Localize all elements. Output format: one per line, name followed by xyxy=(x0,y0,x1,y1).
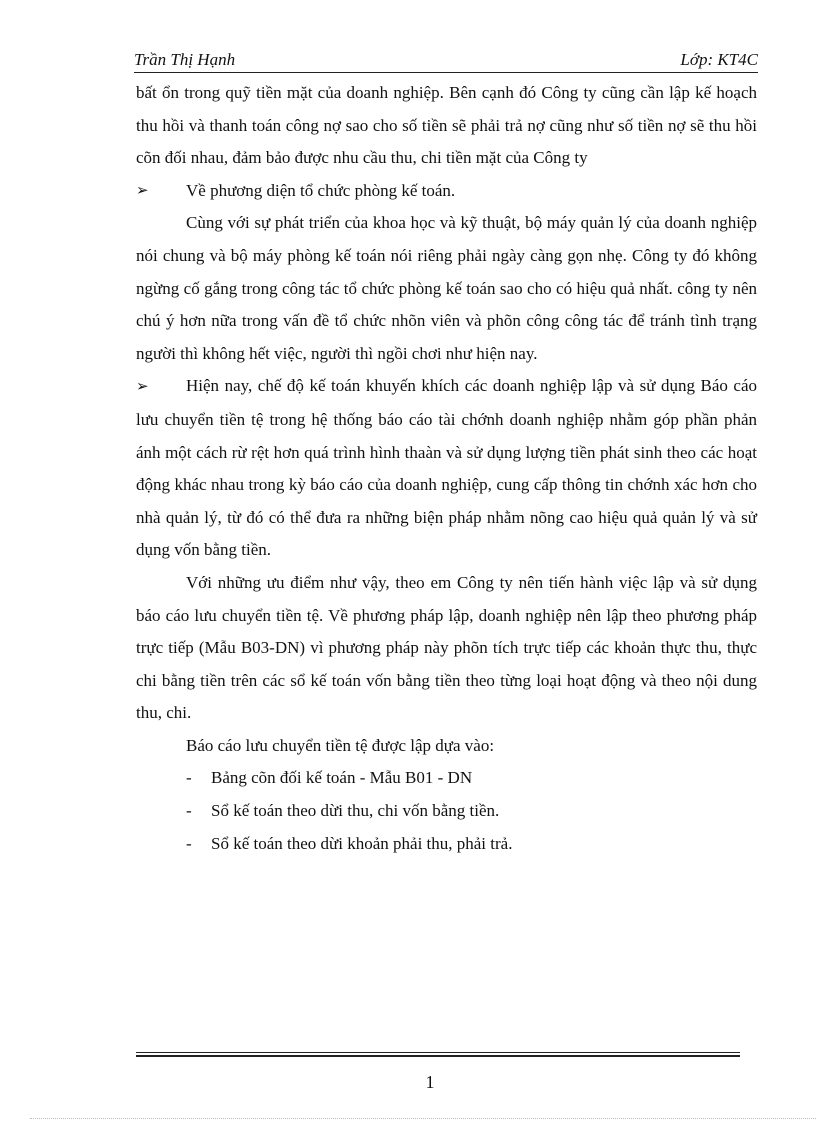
page-number: 1 xyxy=(425,1072,435,1092)
list-item-text: Sổ kế toán theo dừi thu, chi vốn bằng tiền. xyxy=(211,801,500,821)
header-author: Trần Thị Hạnh xyxy=(134,50,236,69)
page-header xyxy=(134,48,758,73)
footer-divider-thick xyxy=(136,1055,740,1057)
dash-bullet: - xyxy=(186,768,192,788)
dash-bullet: - xyxy=(186,801,192,821)
list-item xyxy=(136,795,757,828)
page-break-line xyxy=(30,1118,816,1119)
arrow-bullet-icon: ➢ xyxy=(136,182,149,199)
footer-divider xyxy=(136,1052,740,1053)
list-item-text: Sổ kế toán theo dừi khoản phải thu, phải trả. xyxy=(211,833,513,853)
list-item xyxy=(136,828,757,861)
bullet-text: Về phương diện tổ chức phòng kế toán. xyxy=(186,180,456,200)
bullet-cash-flow-report: ➢ Hiện nay, chế độ kế toán khuyến khích các doanh nghiệp lập và sử dụng Báo cáo lưu chuyển tiền tệ trong hệ thống báo cáo tài chớnh doanh nghiệp nhằm góp phần phản ánh một cách rừ rệt hơn quá trình hình thaàn và sử dụng lượng tiền phát sinh theo các hoạt động khác nhau trong kỳ báo cáo của doanh nghiệp, cung cấp thông tin chớnh xác hơn cho nhà quản lý, từ đó có thể đưa ra những biện pháp nhằm nõng cao hiệu quả quản lý và sử dụng vốn bằng tiền. xyxy=(136,376,757,560)
bullet-text: Hiện nay, chế độ kế toán khuyến khích các doanh nghiệp lập và sử dụng Báo cáo lưu chuyển tiền tệ trong hệ thống báo cáo tài chớnh doanh nghiệp nhằm góp phần phản ánh một cách rừ rệt hơn quá trình hình thaàn và sử dụng lượng tiền phát sinh theo các hoạt động khác nhau trong kỳ báo cáo của doanh nghiệp, cung cấp thông tin chớnh xác hơn cho nhà quản lý, từ đó có thể đưa ra những biện pháp nhằm nõng cao hiệu quả quản lý và sử dụng vốn bằng tiền. xyxy=(136,376,757,560)
document-body xyxy=(136,77,757,860)
dash-bullet: - xyxy=(186,833,192,853)
list-item-text: Bảng cõn đối kế toán - Mẫu B01 - DN xyxy=(211,768,473,788)
paragraph-basis: Báo cáo lưu chuyển tiền tệ được lập dựa vào: xyxy=(186,735,495,755)
bullet-accounting-organization xyxy=(136,175,757,208)
paragraph-advantages: Với những ưu điểm như vậy, theo em Công ty nên tiến hành việc lập và sử dụng báo cáo lưu chuyển tiền tệ. Về phương pháp lập, doanh nghiệp nên lập theo phương pháp trực tiếp (Mẫu B03-DN) vì phương pháp này phõn tích trực tiếp các khoản thực thu, thực chi bằng tiền trên các sổ kế toán vốn bằng tiền theo từng loại hoạt động và theo nội dung thu, chi. xyxy=(136,572,757,723)
paragraph-accounting-department: Cùng với sự phát triển của khoa học và kỹ thuật, bộ máy quản lý của doanh nghiệp nói chung và bộ máy phòng kế toán nói riêng phải ngày càng gọn nhẹ. Công ty đó không ngừng cố gắng trong công tác tổ chức phòng kế toán sao cho có hiệu quả nhất. công ty nên chú ý hơn nữa trong vấn đề tổ chức nhõn viên và phõn công công tác để tránh tình trạng người thì không hết việc, người thì ngồi chơi như hiện nay. xyxy=(136,213,757,363)
paragraph-cash-plan: bất ổn trong quỹ tiền mặt của doanh nghiệp. Bên cạnh đó Công ty cũng cần lập kế hoạch thu hồi và thanh toán công nợ sao cho số tiền sẽ phải trả nợ cũng như số tiền nợ sẽ thu hồi cõn đối nhau, đảm bảo được nhu cầu thu, chi tiền mặt của Công ty xyxy=(136,83,757,168)
list-item xyxy=(136,762,757,795)
header-class: Lớp: KT4C xyxy=(680,50,758,69)
